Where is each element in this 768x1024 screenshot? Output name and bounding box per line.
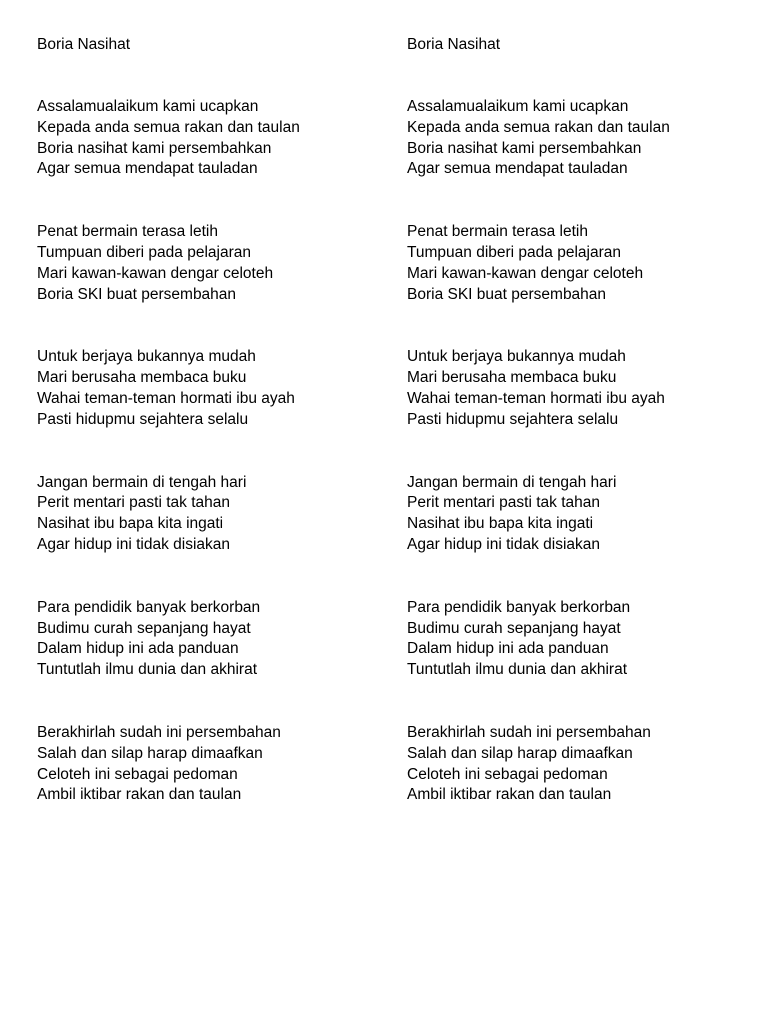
poem-line: Wahai teman-teman hormati ibu ayah (407, 389, 665, 407)
poem-line: Nasihat ibu bapa kita ingati (407, 515, 594, 533)
stanza-4 (37, 473, 387, 556)
poem-line: Perit mentari pasti tak tahan (407, 494, 600, 512)
stanza-3 (407, 347, 757, 430)
poem-line: Perit mentari pasti tak tahan (37, 494, 230, 512)
poem-line: Untuk berjaya bukannya mudah (37, 348, 256, 366)
stanza-6 (407, 723, 757, 806)
poem-line: Celoteh ini sebagai pedoman (407, 765, 608, 783)
poem-line: Mari kawan-kawan dengar celoteh (37, 264, 274, 282)
poem-line: Boria SKI buat persembahan (37, 285, 237, 303)
poem-line: Nasihat ibu bapa kita ingati (37, 515, 224, 533)
poem-line: Salah dan silap harap dimaafkan (407, 744, 633, 762)
poem-line: Dalam hidup ini ada panduan (37, 640, 239, 658)
poem-line: Jangan bermain di tengah hari (37, 473, 247, 491)
poem-line: Para pendidik banyak berkorban (37, 598, 261, 616)
poem-line: Untuk berjaya bukannya mudah (407, 348, 626, 366)
poem-line: Agar semua mendapat tauladan (407, 160, 628, 178)
poem-line: Mari berusaha membaca buku (407, 369, 617, 387)
poem-line: Mari berusaha membaca buku (37, 369, 247, 387)
poem-line: Boria SKI buat persembahan (407, 285, 607, 303)
stanza-5 (37, 598, 387, 681)
poem-line: Kepada anda semua rakan dan taulan (407, 118, 670, 136)
poem-line: Tuntutlah ilmu dunia dan akhirat (37, 661, 258, 679)
poem-line: Wahai teman-teman hormati ibu ayah (37, 389, 295, 407)
stanza-2 (37, 222, 387, 305)
poem-column-left (37, 34, 387, 848)
poem-line: Jangan bermain di tengah hari (407, 473, 617, 491)
poem-line: Tuntutlah ilmu dunia dan akhirat (407, 661, 628, 679)
poem-line: Boria nasihat kami persembahkan (407, 139, 642, 157)
poem-line: Budimu curah sepanjang hayat (407, 619, 621, 637)
poem-line: Penat bermain terasa letih (407, 223, 588, 241)
poem-title: Boria Nasihat (407, 36, 501, 53)
poem-line: Mari kawan-kawan dengar celoteh (407, 264, 644, 282)
poem-line: Tumpuan diberi pada pelajaran (37, 243, 251, 261)
poem-line: Boria nasihat kami persembahkan (37, 139, 272, 157)
poem-line: Pasti hidupmu sejahtera selalu (37, 410, 249, 428)
poem-line: Tumpuan diberi pada pelajaran (407, 243, 621, 261)
poem-line: Para pendidik banyak berkorban (407, 598, 631, 616)
poem-line: Pasti hidupmu sejahtera selalu (407, 410, 619, 428)
poem-line: Agar semua mendapat tauladan (37, 160, 258, 178)
poem-line: Agar hidup ini tidak disiakan (407, 535, 601, 553)
stanza-3 (37, 347, 387, 430)
poem-line: Ambil iktibar rakan dan taulan (37, 786, 242, 804)
poem-line: Dalam hidup ini ada panduan (407, 640, 609, 658)
stanza-1 (407, 97, 757, 180)
poem-line: Berakhirlah sudah ini persembahan (407, 723, 651, 741)
stanza-6 (37, 723, 387, 806)
poem-line: Berakhirlah sudah ini persembahan (37, 723, 281, 741)
stanza-5 (407, 598, 757, 681)
poem-line: Penat bermain terasa letih (37, 223, 218, 241)
poem-line: Assalamualaikum kami ucapkan (37, 98, 259, 115)
poem-line: Ambil iktibar rakan dan taulan (407, 786, 612, 804)
stanza-1 (37, 97, 387, 180)
stanza-2 (407, 222, 757, 305)
poem-line: Agar hidup ini tidak disiakan (37, 535, 231, 553)
stanza-4 (407, 473, 757, 556)
poem-title: Boria Nasihat (37, 36, 131, 53)
poem-line: Budimu curah sepanjang hayat (37, 619, 251, 637)
poem-line: Celoteh ini sebagai pedoman (37, 765, 238, 783)
poem-line: Salah dan silap harap dimaafkan (37, 744, 263, 762)
poem-line: Assalamualaikum kami ucapkan (407, 98, 629, 115)
poem-line: Kepada anda semua rakan dan taulan (37, 118, 300, 136)
poem-column-right (407, 34, 757, 848)
